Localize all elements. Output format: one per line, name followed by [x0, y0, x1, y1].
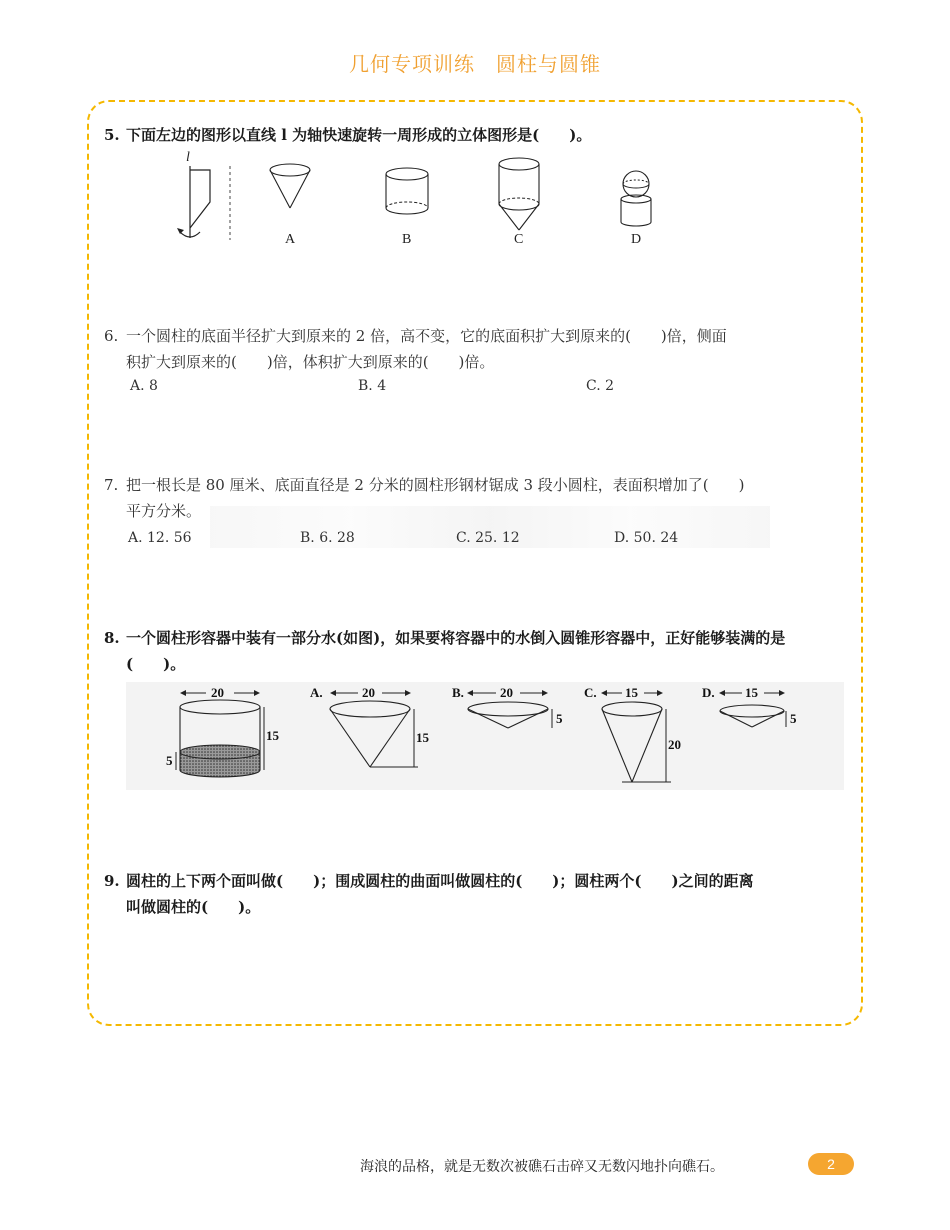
question-8-line2: ( )。 [126, 655, 186, 673]
option-a-height: 15 [416, 730, 429, 745]
cylinder-diameter: 20 [211, 685, 224, 700]
question-7-line2: 平方分米。 [126, 502, 202, 520]
question-6 [104, 323, 844, 375]
question-5-figure [160, 148, 680, 252]
question-7-option-a: A. 12. 56 [128, 530, 192, 546]
question-8 [104, 625, 844, 677]
question-7 [104, 472, 844, 524]
option-label-c: C [514, 232, 524, 247]
option-c-label: C. [584, 685, 597, 700]
question-8-figure [126, 682, 844, 790]
footer-motto: 海浪的品格，就是无数次被礁石击碎又无数闪地扑向礁石。 [360, 1159, 724, 1175]
option-b-diameter: 20 [500, 685, 513, 700]
option-a-label: A. [310, 685, 323, 700]
page-number-badge: 2 [808, 1153, 854, 1175]
question-9-line1: 圆柱的上下两个面叫做( )；围成圆柱的曲面叫做圆柱的( )；圆柱两个( )之间的距离 [126, 872, 754, 890]
cylinder-water-height: 5 [166, 753, 173, 768]
question-6-option-b: B. 4 [358, 378, 387, 394]
question-9-line2: 叫做圆柱的( )。 [126, 898, 261, 916]
question-6-line1: 一个圆柱的底面半径扩大到原来的 2 倍，高不变，它的底面积扩大到原来的( )倍，侧面 [126, 327, 727, 345]
question-9-number: 9. [104, 872, 120, 890]
option-b-height: 5 [556, 711, 563, 726]
option-c-diameter: 15 [625, 685, 638, 700]
question-7-option-c: C. 25. 12 [456, 530, 520, 546]
question-6-option-c: C. 2 [586, 378, 615, 394]
option-b-label: B. [452, 685, 464, 700]
question-7-option-d: D. 50. 24 [614, 530, 679, 546]
question-7-number: 7. [104, 476, 119, 494]
question-5-number: 5. [104, 126, 120, 144]
question-8-line1: 一个圆柱形容器中装有一部分水(如图)，如果要将容器中的水倒入圆锥形容器中，正好能够装满的是 [126, 629, 786, 647]
question-6-line2: 积扩大到原来的( )倍，体积扩大到原来的( )倍。 [126, 353, 495, 371]
axis-label: l [186, 150, 190, 165]
question-7-option-b: B. 6. 28 [300, 530, 355, 546]
option-a-diameter: 20 [362, 685, 375, 700]
option-label-a: A [285, 232, 296, 247]
option-label-d: D [631, 232, 642, 247]
page-title: 几何专项训练 圆柱与圆锥 [349, 52, 601, 76]
option-label-b: B [402, 232, 412, 247]
question-8-number: 8. [104, 629, 120, 647]
question-5-text: 下面左边的图形以直线 l 为轴快速旋转一周形成的立体图形是( )。 [126, 126, 592, 144]
option-d-label: D. [702, 685, 715, 700]
option-d-height: 5 [790, 711, 797, 726]
question-9 [104, 868, 844, 920]
question-6-option-a: A. 8 [130, 378, 158, 394]
question-7-line1: 把一根长是 80 厘米、底面直径是 2 分米的圆柱形钢材锯成 3 段小圆柱，表面积增加了( ) [126, 476, 745, 494]
option-d-diameter: 15 [745, 685, 758, 700]
option-c-height: 20 [668, 737, 681, 752]
cylinder-height: 15 [266, 728, 279, 743]
question-5 [104, 122, 844, 148]
question-6-number: 6. [104, 327, 119, 345]
